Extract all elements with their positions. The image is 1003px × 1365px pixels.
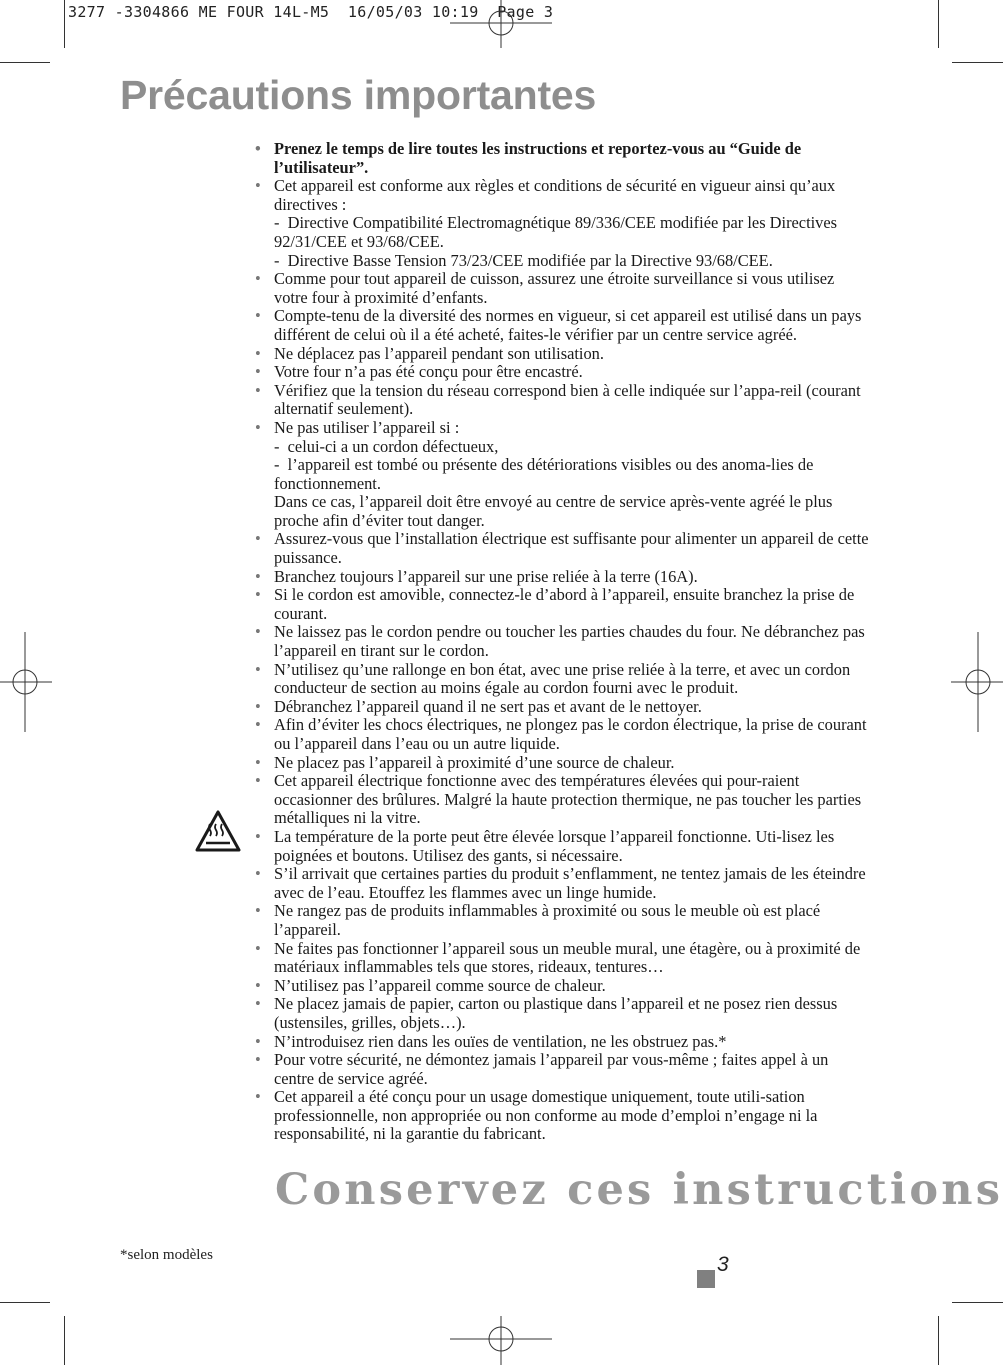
page-number: 3	[717, 1253, 729, 1276]
crop-mark	[938, 1316, 939, 1365]
precautions-content	[255, 140, 869, 1144]
page-title: Précautions importantes	[120, 72, 597, 118]
precaution-text: Ne faites pas fonctionner l’appareil sous un meuble mural, une étagère, ou à proximité de matériaux inflammables tels que stores, rideaux, tentures…	[274, 938, 861, 977]
bullet-icon: •	[255, 380, 261, 400]
bullet-icon: •	[255, 1050, 261, 1070]
precaution-item	[255, 698, 869, 717]
precaution-item	[255, 382, 869, 419]
precaution-text: Afin d’éviter les chocs électriques, ne plongez pas le cordon électrique, la prise de courant ou l’appareil dans l’eau ou un autre liquide.	[274, 715, 867, 753]
bullet-icon: •	[255, 306, 261, 326]
precaution-subitem: - l’appareil est tombé ou présente des détériorations visibles ou des anoma-lies de fonctionnement.	[274, 455, 818, 493]
precaution-item	[255, 586, 869, 623]
bullet-icon: •	[255, 696, 261, 716]
crop-mark	[0, 62, 50, 63]
precaution-subitem: - Directive Basse Tension 73/23/CEE modifiée par la Directive 93/68/CEE.	[274, 250, 773, 270]
precaution-text: Vérifiez que la tension du réseau correspond bien à celle indiquée sur l’appa-reil (courant alternatif seulement).	[274, 380, 861, 419]
bullet-icon: •	[255, 176, 261, 196]
print-header: 3277 -3304866 ME FOUR 14L-M5 16/05/03 10:19 Page 3	[68, 3, 554, 21]
crop-mark	[0, 1302, 50, 1303]
precaution-item	[255, 716, 869, 753]
bullet-icon: •	[255, 975, 261, 995]
precaution-item	[255, 140, 869, 177]
precaution-text: La température de la porte peut être élevée lorsque l’appareil fonctionne. Uti-lisez les poignées et boutons. Utilisez des gants, si nécessaire.	[274, 826, 835, 865]
precaution-item	[255, 363, 869, 382]
registration-mark-right	[951, 632, 1003, 732]
precaution-text: Comme pour tout appareil de cuisson, assurez une étroite surveillance si vous utilisez votre four à proximité d’enfants.	[274, 269, 835, 307]
precaution-item	[255, 623, 869, 660]
precaution-item	[255, 661, 869, 698]
bullet-icon: •	[255, 715, 261, 735]
footnote: *selon modèles	[120, 1247, 213, 1263]
bullet-icon: •	[255, 1087, 261, 1107]
precaution-subitem: Dans ce cas, l’appareil doit être envoyé au centre de service après-vente agréé le plus proche afin d’éviter tout danger.	[274, 492, 837, 530]
bullet-icon: •	[255, 994, 261, 1014]
bullet-icon: •	[255, 752, 261, 772]
precaution-item	[255, 568, 869, 587]
precaution-text: Débranchez l’appareil quand il ne sert pas et avant de le nettoyer.	[274, 696, 702, 716]
bullet-icon: •	[255, 864, 261, 884]
precaution-text: Ne rangez pas de produits inflammables à proximité ou sous le meuble où est placé l’appareil.	[274, 901, 821, 939]
precaution-item	[255, 1088, 869, 1144]
precaution-item	[255, 902, 869, 939]
crop-mark	[64, 1316, 65, 1365]
precaution-text: Cet appareil est conforme aux règles et conditions de sécurité en vigueur ainsi qu’aux directives :	[274, 176, 836, 214]
precaution-item	[255, 940, 869, 977]
precaution-item	[255, 977, 869, 996]
precaution-item	[255, 177, 869, 270]
precaution-text: Ne déplacez pas l’appareil pendant son utilisation.	[274, 343, 604, 363]
precaution-text: Prenez le temps de lire toutes les instructions et reportez-vous au “Guide de l’utilisateur”.	[274, 139, 802, 177]
precaution-text: Assurez-vous que l’installation électrique est suffisante pour alimenter un appareil de cette puissance.	[274, 529, 869, 568]
crop-mark	[938, 0, 939, 48]
registration-mark-left	[0, 632, 52, 732]
precaution-text: N’utilisez pas l’appareil comme source de chaleur.	[274, 975, 606, 995]
precaution-item	[255, 270, 869, 307]
precautions-list	[255, 140, 869, 1144]
bullet-icon: •	[255, 585, 261, 605]
bullet-icon: •	[255, 417, 261, 437]
bullet-icon: •	[255, 826, 261, 846]
bullet-icon: •	[255, 139, 261, 158]
precaution-item	[255, 307, 869, 344]
precaution-item	[255, 345, 869, 364]
precaution-text: N’utilisez qu’une rallonge en bon état, avec une prise reliée à la terre, et avec un cordon conducteur de section au moins égale au cordon fourni avec le produit.	[274, 659, 851, 698]
precaution-text: Branchez toujours l’appareil sur une prise reliée à la terre (16A).	[274, 566, 698, 586]
precaution-text: Cet appareil électrique fonctionne avec des températures élevées qui pour-raient occasionner des brûlures. Malgré la haute protection thermique, ne pas toucher les parties métalliques ni la vitre.	[274, 771, 862, 828]
precaution-item	[255, 828, 869, 865]
precaution-text: Ne pas utiliser l’appareil si :	[274, 417, 460, 437]
registration-mark-bottom	[450, 1316, 552, 1365]
precaution-text: S’il arrivait que certaines parties du produit s’enflamment, ne tentez jamais de les éteindre avec de l’eau. Etouffez les flammes avec un linge humide.	[274, 864, 866, 902]
crop-mark	[952, 1302, 1003, 1303]
precaution-text: Compte-tenu de la diversité des normes en vigueur, si cet appareil est utilisé dans un pays différent de celui où il a été acheté, faites-le vérifier par un centre service agréé.	[274, 306, 862, 344]
precaution-text: Ne placez jamais de papier, carton ou plastique dans l’appareil et ne posez rien dessus (ustensiles, grilles, objets…).	[274, 994, 838, 1032]
precaution-item	[255, 530, 869, 567]
page-marker	[697, 1270, 715, 1288]
crop-mark	[64, 0, 65, 48]
bullet-icon: •	[255, 269, 261, 289]
bullet-icon: •	[255, 362, 261, 382]
bullet-icon: •	[255, 938, 261, 958]
precaution-text: N’introduisez rien dans les ouïes de ventilation, ne les obstruez pas.*	[274, 1031, 727, 1051]
crop-mark	[952, 62, 1003, 63]
precaution-text: Votre four n’a pas été conçu pour être encastré.	[274, 362, 583, 382]
bullet-icon: •	[255, 901, 261, 921]
precaution-item	[255, 419, 869, 531]
closing-heading: Conservez ces instructions	[275, 1165, 1003, 1215]
precaution-text: Si le cordon est amovible, connectez-le d’abord à l’appareil, ensuite branchez la prise de courant.	[274, 585, 855, 623]
precaution-item	[255, 754, 869, 773]
bullet-icon: •	[255, 771, 261, 791]
precaution-text: Ne laissez pas le cordon pendre ou toucher les parties chaudes du four. Ne débranchez pas l’appareil en tirant sur le cordon.	[274, 622, 865, 661]
bullet-icon: •	[255, 343, 261, 363]
bullet-icon: •	[255, 566, 261, 586]
precaution-text: Pour votre sécurité, ne démontez jamais l’appareil par vous-même ; faites appel à un centre de service agréé.	[274, 1050, 829, 1088]
precaution-item	[255, 865, 869, 902]
precaution-text: Ne placez pas l’appareil à proximité d’une source de chaleur.	[274, 752, 675, 772]
precaution-subitem: - celui-ci a un cordon défectueux,	[274, 436, 499, 456]
bullet-icon: •	[255, 529, 261, 549]
bullet-icon: •	[255, 1031, 261, 1051]
precaution-subitem: - Directive Compatibilité Electromagnétique 89/336/CEE modifiée par les Directives 92/31/CEE et 93/68/CEE.	[274, 213, 842, 251]
precaution-item	[255, 995, 869, 1032]
bullet-icon: •	[255, 622, 261, 642]
precaution-item	[255, 772, 869, 828]
bullet-icon: •	[255, 659, 261, 679]
registration-mark-top	[450, 0, 552, 48]
precaution-item	[255, 1033, 869, 1052]
hot-surface-warning-icon	[195, 810, 241, 852]
precaution-item	[255, 1051, 869, 1088]
precaution-text: Cet appareil a été conçu pour un usage domestique uniquement, toute utili-sation professionnelle, non appropriée ou non conforme au mode d’emploi n’engage ni la responsabilité, ni la garantie du fabricant.	[274, 1087, 818, 1144]
